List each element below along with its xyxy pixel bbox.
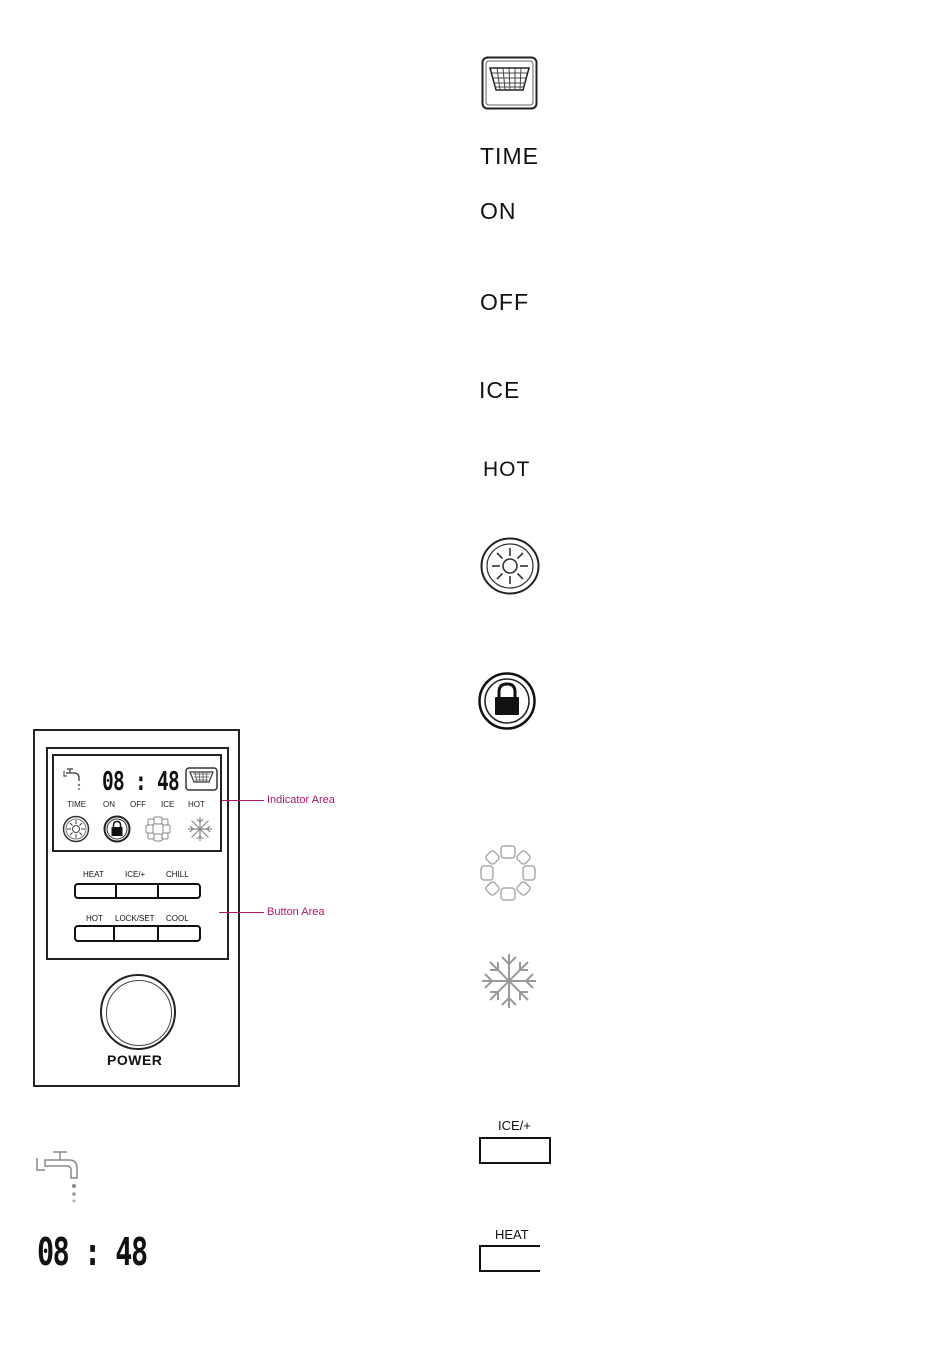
grid-display-icon-large bbox=[481, 56, 538, 110]
indicator-label-ice: ICE bbox=[161, 800, 175, 809]
snowflake-icon bbox=[186, 815, 214, 843]
lock-icon bbox=[103, 815, 131, 843]
legend-on-label: ON bbox=[480, 198, 517, 224]
indicator-label-off: OFF bbox=[130, 800, 146, 809]
button-label-ice-plus: ICE/+ bbox=[125, 870, 146, 879]
indicator-area-leader-line bbox=[222, 800, 264, 801]
button-label-heat: HEAT bbox=[83, 870, 104, 879]
legend-heat-label: HEAT bbox=[495, 1227, 529, 1242]
sun-icon bbox=[62, 815, 90, 843]
cool-button[interactable] bbox=[157, 925, 201, 942]
legend-ice-plus-label: ICE/+ bbox=[498, 1118, 531, 1133]
button-area-leader-line bbox=[219, 912, 264, 913]
legend-off-label: OFF bbox=[480, 289, 529, 315]
heat-button[interactable] bbox=[74, 883, 117, 899]
button-label-hot: HOT bbox=[86, 914, 103, 923]
hot-button[interactable] bbox=[74, 925, 115, 942]
grid-display-icon bbox=[185, 767, 218, 791]
legend-hot-label: HOT bbox=[483, 458, 531, 481]
legend-heat-button[interactable] bbox=[479, 1245, 540, 1272]
faucet-icon bbox=[62, 767, 84, 791]
lock-icon-large bbox=[478, 672, 536, 730]
legend-ice-label: ICE bbox=[479, 377, 521, 403]
indicator-label-on: ON bbox=[103, 800, 115, 809]
snowflake-icon-large bbox=[479, 951, 539, 1011]
ice-cube-icon bbox=[144, 815, 172, 843]
ice-plus-button[interactable] bbox=[115, 883, 159, 899]
button-area-callout: Button Area bbox=[267, 906, 325, 918]
legend-ice-plus-button[interactable] bbox=[479, 1137, 551, 1164]
indicator-label-time: TIME bbox=[67, 800, 87, 809]
lock-set-button[interactable] bbox=[113, 925, 159, 942]
power-button[interactable] bbox=[100, 974, 176, 1050]
power-label: POWER bbox=[107, 1052, 163, 1068]
clock-large: 08 : 48 bbox=[37, 1230, 147, 1274]
button-label-lock-set: LOCK/SET bbox=[115, 914, 155, 923]
button-label-cool: COOL bbox=[166, 914, 189, 923]
faucet-icon-large bbox=[33, 1148, 81, 1204]
indicator-area-callout: Indicator Area bbox=[267, 794, 335, 806]
button-label-chill: CHILL bbox=[166, 870, 189, 879]
indicator-label-hot: HOT bbox=[188, 800, 205, 809]
sun-icon-large bbox=[480, 537, 540, 595]
legend-time-label: TIME bbox=[480, 143, 539, 169]
chill-button[interactable] bbox=[157, 883, 201, 899]
panel-clock: 08 : 48 bbox=[102, 767, 179, 797]
ice-cube-icon-large bbox=[478, 843, 538, 903]
